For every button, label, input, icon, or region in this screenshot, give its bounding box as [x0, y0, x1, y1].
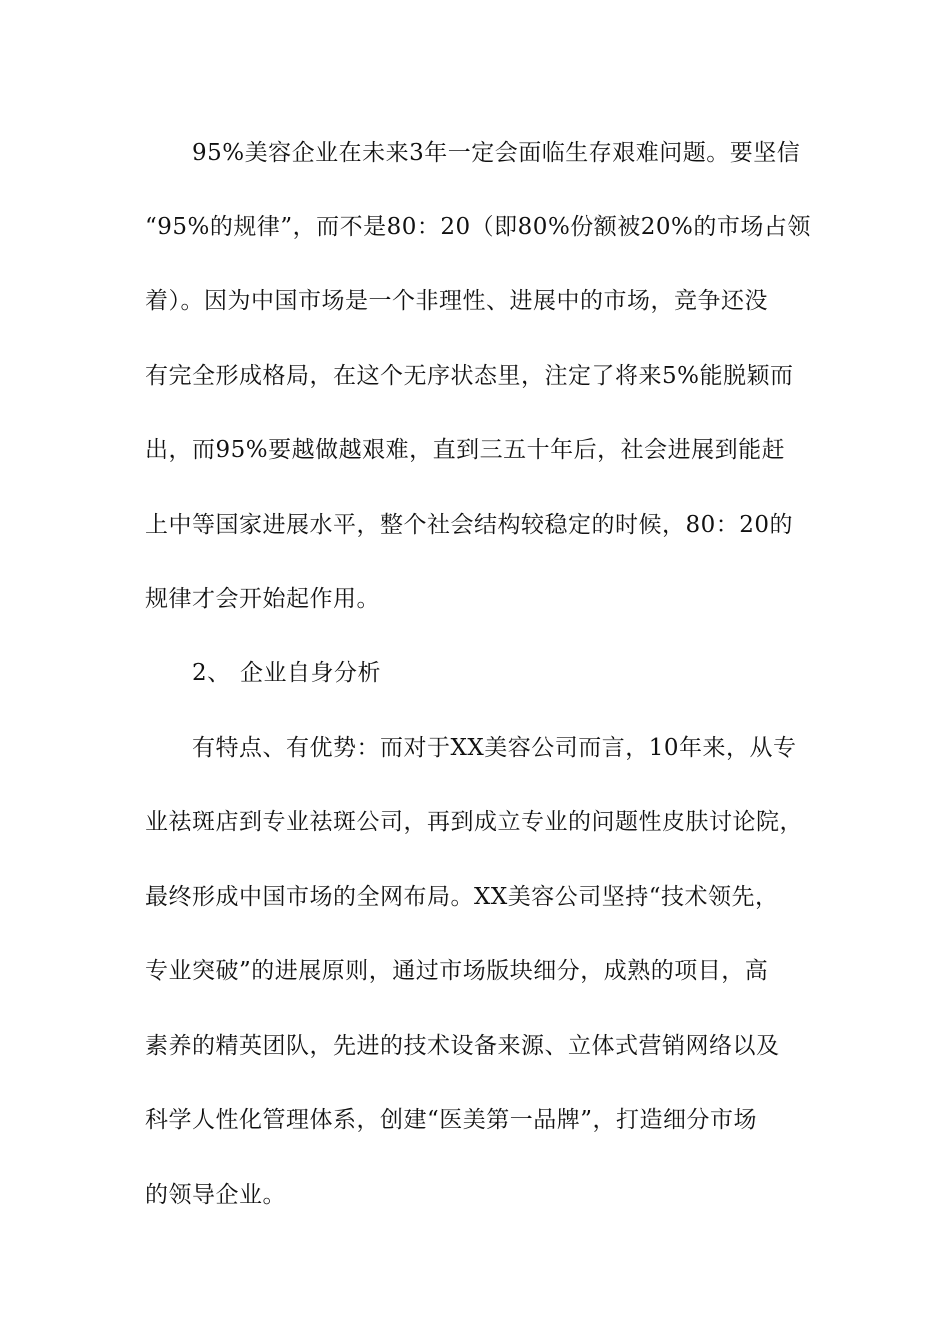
paragraph1-line: 出，而95%要越做越艰难，直到三五十年后，社会进展到能赶 — [145, 437, 786, 463]
paragraph1-line: 有完全形成格局，在这个无序状态里，注定了将来5%能脱颖而 — [145, 363, 794, 389]
paragraph2-line: 有特点、有优势：而对于XX美容公司而言，10年来，从专 — [192, 735, 797, 761]
paragraph2-line: 业祛斑店到专业祛斑公司，再到成立专业的问题性皮肤讨论院， — [145, 809, 803, 835]
paragraph1-line: “95%的规律”，而不是80：20（即80%份额被20%的市场占领 — [145, 214, 811, 240]
paragraph1-line: 95%美容企业在未来3年一定会面临生存艰难问题。要坚信 — [192, 140, 801, 166]
paragraph1-line: 上中等国家进展水平，整个社会结构较稳定的时候，80：20的 — [145, 512, 794, 538]
section-heading-number: 2、 — [192, 660, 231, 686]
section-heading-title: 企业自身分析 — [240, 660, 381, 686]
paragraph1-line: 规律才会开始起作用。 — [145, 586, 380, 612]
paragraph2-line: 最终形成中国市场的全网布局。XX美容公司坚持“技术领先， — [145, 884, 779, 910]
paragraph2-line: 的领导企业。 — [145, 1182, 286, 1208]
paragraph2-line: 素养的精英团队，先进的技术设备来源、立体式营销网络以及 — [145, 1033, 780, 1059]
paragraph2-line: 专业突破”的进展原则，通过市场版块细分，成熟的项目，高 — [145, 958, 769, 984]
paragraph1-line: 着）。因为中国市场是一个非理性、进展中的市场，竞争还没 — [145, 288, 768, 314]
section-heading — [192, 658, 872, 688]
paragraph2-line: 科学人性化管理体系，创建“医美第一品牌”，打造细分市场 — [145, 1107, 758, 1133]
